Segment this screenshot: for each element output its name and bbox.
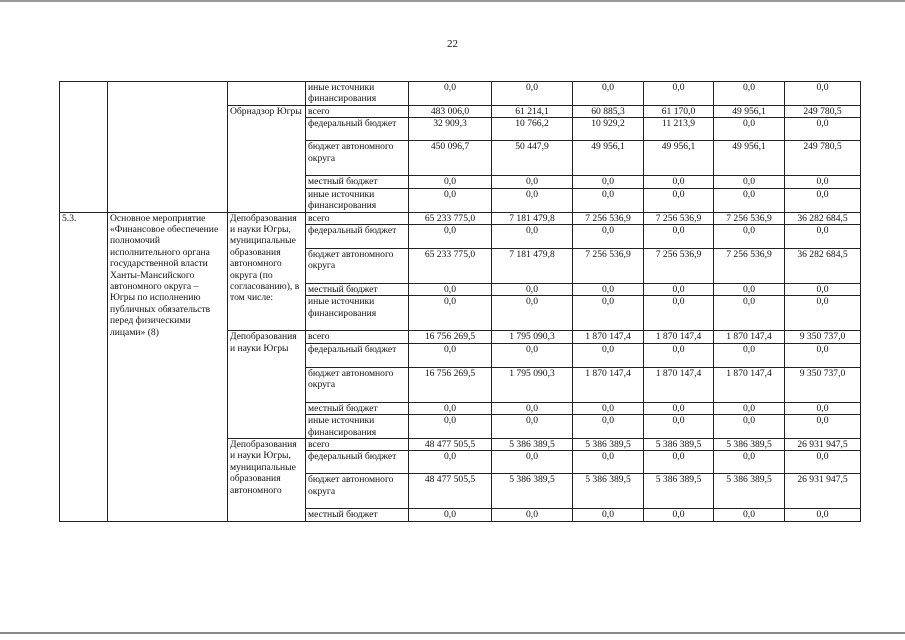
value-cell: 0,0 xyxy=(644,176,714,188)
value-cell: 0,0 xyxy=(409,451,492,474)
value-cell: 26 931 947,5 xyxy=(785,439,861,451)
measure-number: 5.3. xyxy=(60,212,108,521)
value-cell: 0,0 xyxy=(492,284,573,296)
value-cell: 0,0 xyxy=(409,509,492,521)
value-cell: 1 870 147,4 xyxy=(714,331,785,343)
value-cell: 0,0 xyxy=(492,451,573,474)
value-cell: 1 795 090,3 xyxy=(492,331,573,343)
measure-name: Основное мероприятие «Финансовое обеспечение полномочий исполнительного органа государственной власти Ханты-Мансийского автономного округа – Югры по исполнению публичных обязательств перед физическими лицами» (8) xyxy=(108,212,228,521)
value-cell: 0,0 xyxy=(644,415,714,439)
value-cell: 0,0 xyxy=(714,176,785,188)
source-label: местный бюджет xyxy=(306,284,409,296)
value-cell: 65 233 775,0 xyxy=(409,249,492,284)
value-cell: 5 386 389,5 xyxy=(644,474,714,509)
source-label: бюджет автономного округа xyxy=(306,249,409,284)
page-number: 22 xyxy=(447,38,458,50)
value-cell: 5 386 389,5 xyxy=(714,439,785,451)
value-cell: 5 386 389,5 xyxy=(492,474,573,509)
source-label: всего xyxy=(306,212,409,224)
value-cell: 60 885,3 xyxy=(573,105,644,117)
value-cell: 483 006,0 xyxy=(409,105,492,117)
page-top-border xyxy=(0,0,905,2)
source-label: федеральный бюджет xyxy=(306,451,409,474)
value-cell: 249 780,5 xyxy=(785,105,861,117)
value-cell: 50 447,9 xyxy=(492,141,573,176)
value-cell: 7 256 536,9 xyxy=(573,212,644,224)
value-cell: 0,0 xyxy=(644,82,714,106)
value-cell: 0,0 xyxy=(573,188,644,212)
value-cell: 7 256 536,9 xyxy=(573,249,644,284)
value-cell: 0,0 xyxy=(714,402,785,414)
value-cell: 0,0 xyxy=(714,188,785,212)
value-cell: 0,0 xyxy=(492,188,573,212)
source-label: бюджет автономного округа xyxy=(306,474,409,509)
value-cell: 0,0 xyxy=(644,451,714,474)
value-cell: 450 096,7 xyxy=(409,141,492,176)
source-label: местный бюджет xyxy=(306,402,409,414)
value-cell: 0,0 xyxy=(573,225,644,249)
value-cell: 61 214,1 xyxy=(492,105,573,117)
value-cell: 48 477 505,5 xyxy=(409,439,492,451)
value-cell: 0,0 xyxy=(409,343,492,367)
source-label: иные источники финансирования xyxy=(306,82,409,106)
value-cell: 0,0 xyxy=(492,415,573,439)
value-cell: 0,0 xyxy=(573,415,644,439)
value-cell: 0,0 xyxy=(714,296,785,331)
source-label: местный бюджет xyxy=(306,176,409,188)
value-cell: 0,0 xyxy=(785,451,861,474)
value-cell: 0,0 xyxy=(409,284,492,296)
value-cell: 0,0 xyxy=(409,296,492,331)
value-cell: 5 386 389,5 xyxy=(644,439,714,451)
value-cell: 7 256 536,9 xyxy=(714,212,785,224)
value-cell: 0,0 xyxy=(409,176,492,188)
page-bottom-border xyxy=(0,632,905,634)
value-cell: 16 756 269,5 xyxy=(409,367,492,402)
source-label: бюджет автономного округа xyxy=(306,141,409,176)
value-cell: 1 870 147,4 xyxy=(573,367,644,402)
value-cell: 36 282 684,5 xyxy=(785,212,861,224)
value-cell: 0,0 xyxy=(644,225,714,249)
value-cell: 0,0 xyxy=(714,284,785,296)
value-cell: 249 780,5 xyxy=(785,141,861,176)
value-cell: 0,0 xyxy=(573,343,644,367)
executor-cell: Депобразования и науки Югры, муниципальные образования автономного округа (по согласованию), в том числе: xyxy=(228,212,306,331)
measure-name-cell xyxy=(108,82,228,213)
value-cell: 7 256 536,9 xyxy=(644,249,714,284)
value-cell: 0,0 xyxy=(573,176,644,188)
value-cell: 10 929,2 xyxy=(573,118,644,141)
value-cell: 0,0 xyxy=(573,451,644,474)
value-cell: 32 909,3 xyxy=(409,118,492,141)
value-cell: 0,0 xyxy=(644,343,714,367)
value-cell: 0,0 xyxy=(492,509,573,521)
value-cell: 5 386 389,5 xyxy=(573,474,644,509)
value-cell: 0,0 xyxy=(409,82,492,106)
value-cell: 0,0 xyxy=(785,402,861,414)
financing-table xyxy=(59,81,861,522)
value-cell: 0,0 xyxy=(714,509,785,521)
value-cell: 61 170,0 xyxy=(644,105,714,117)
value-cell: 0,0 xyxy=(714,225,785,249)
value-cell: 0,0 xyxy=(785,176,861,188)
value-cell: 36 282 684,5 xyxy=(785,249,861,284)
value-cell: 1 870 147,4 xyxy=(714,367,785,402)
value-cell: 5 386 389,5 xyxy=(492,439,573,451)
value-cell: 0,0 xyxy=(714,451,785,474)
value-cell: 0,0 xyxy=(785,296,861,331)
source-label: местный бюджет xyxy=(306,509,409,521)
value-cell: 9 350 737,0 xyxy=(785,331,861,343)
value-cell: 7 256 536,9 xyxy=(714,249,785,284)
source-label: федеральный бюджет xyxy=(306,118,409,141)
value-cell: 0,0 xyxy=(573,509,644,521)
source-label: всего xyxy=(306,439,409,451)
source-label: всего xyxy=(306,105,409,117)
value-cell: 0,0 xyxy=(573,284,644,296)
value-cell: 0,0 xyxy=(785,284,861,296)
value-cell: 48 477 505,5 xyxy=(409,474,492,509)
value-cell: 0,0 xyxy=(409,188,492,212)
value-cell: 0,0 xyxy=(644,402,714,414)
source-label: всего xyxy=(306,331,409,343)
value-cell: 0,0 xyxy=(409,415,492,439)
value-cell: 0,0 xyxy=(714,415,785,439)
value-cell: 0,0 xyxy=(785,82,861,106)
value-cell: 0,0 xyxy=(409,402,492,414)
value-cell: 1 870 147,4 xyxy=(573,331,644,343)
value-cell: 26 931 947,5 xyxy=(785,474,861,509)
value-cell: 0,0 xyxy=(714,118,785,141)
value-cell: 0,0 xyxy=(644,509,714,521)
value-cell: 0,0 xyxy=(644,284,714,296)
value-cell: 0,0 xyxy=(573,82,644,106)
value-cell: 65 233 775,0 xyxy=(409,212,492,224)
value-cell: 0,0 xyxy=(573,402,644,414)
value-cell: 0,0 xyxy=(714,82,785,106)
value-cell: 0,0 xyxy=(573,296,644,331)
value-cell: 0,0 xyxy=(492,225,573,249)
value-cell: 0,0 xyxy=(785,415,861,439)
value-cell: 5 386 389,5 xyxy=(573,439,644,451)
value-cell: 1 870 147,4 xyxy=(644,367,714,402)
value-cell: 0,0 xyxy=(644,296,714,331)
value-cell: 49 956,1 xyxy=(644,141,714,176)
value-cell: 0,0 xyxy=(785,343,861,367)
value-cell: 49 956,1 xyxy=(714,141,785,176)
source-label: иные источники финансирования xyxy=(306,415,409,439)
value-cell: 0,0 xyxy=(714,343,785,367)
value-cell: 0,0 xyxy=(785,509,861,521)
source-label: иные источники финансирования xyxy=(306,296,409,331)
value-cell: 0,0 xyxy=(409,225,492,249)
value-cell: 0,0 xyxy=(785,118,861,141)
value-cell: 16 756 269,5 xyxy=(409,331,492,343)
value-cell: 1 795 090,3 xyxy=(492,367,573,402)
value-cell: 5 386 389,5 xyxy=(714,474,785,509)
executor-cell xyxy=(228,82,306,106)
value-cell: 0,0 xyxy=(492,343,573,367)
value-cell: 9 350 737,0 xyxy=(785,367,861,402)
value-cell: 0,0 xyxy=(492,402,573,414)
value-cell: 0,0 xyxy=(785,225,861,249)
value-cell: 11 213,9 xyxy=(644,118,714,141)
source-label: федеральный бюджет xyxy=(306,343,409,367)
executor-cell: Депобразования и науки Югры xyxy=(228,331,306,439)
source-label: федеральный бюджет xyxy=(306,225,409,249)
value-cell: 49 956,1 xyxy=(714,105,785,117)
value-cell: 10 766,2 xyxy=(492,118,573,141)
value-cell: 0,0 xyxy=(492,176,573,188)
value-cell: 0,0 xyxy=(492,296,573,331)
value-cell: 7 256 536,9 xyxy=(644,212,714,224)
value-cell: 0,0 xyxy=(644,188,714,212)
executor-cell: Обрнадзор Югры xyxy=(228,105,306,212)
source-label: бюджет автономного округа xyxy=(306,367,409,402)
row-number-cell xyxy=(60,82,108,213)
value-cell: 7 181 479,8 xyxy=(492,249,573,284)
value-cell: 7 181 479,8 xyxy=(492,212,573,224)
value-cell: 0,0 xyxy=(492,82,573,106)
table-row xyxy=(60,212,861,224)
source-label: иные источники финансирования xyxy=(306,188,409,212)
table-row xyxy=(60,82,861,106)
value-cell: 0,0 xyxy=(785,188,861,212)
value-cell: 49 956,1 xyxy=(573,141,644,176)
value-cell: 1 870 147,4 xyxy=(644,331,714,343)
executor-cell: Депобразования и науки Югры, муниципальные образования автономного xyxy=(228,439,306,522)
